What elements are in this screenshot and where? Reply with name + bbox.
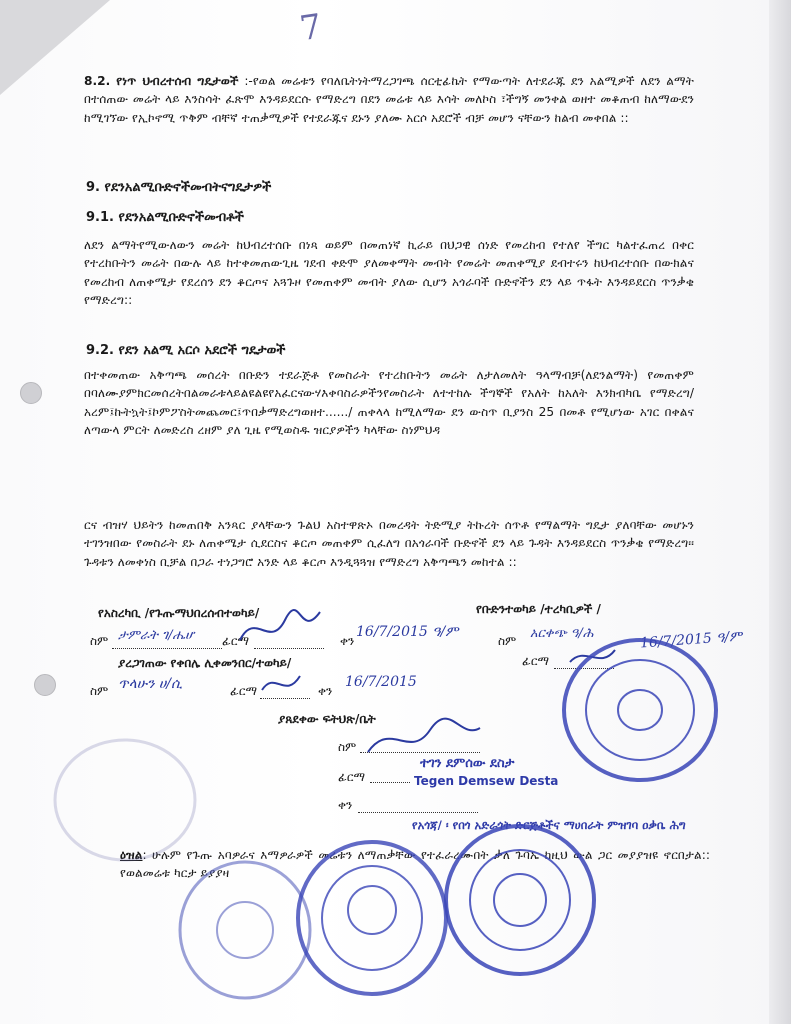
right-date-handwriting: 16/7/2015 ዓ/ም — [639, 628, 743, 652]
approver-date-label: ቀን — [318, 684, 333, 698]
official-stamp-icon — [180, 862, 310, 998]
official-stamp-icon — [298, 842, 446, 994]
official-stamp-icon — [446, 826, 594, 974]
signature-scribble-icon — [262, 676, 300, 690]
court-date-label: ቀን — [338, 798, 353, 812]
note-text: ሁሉም የጉጡ አባዎራና እማዎራዎች መሬቱን ለማጠቃቸው የተፈራረሙበት ቃለ ጉባኤ ከዚህ ውል ጋር መያያዝዩ ኖርበታል:: የወልመሬቱ ካርታ ይያያዛ — [120, 848, 710, 881]
official-stamp-icon — [564, 640, 716, 780]
faded-stamp-icon — [55, 740, 195, 860]
receiver-title: የቡድንተወካይ /ተረካቢዎች / — [476, 602, 601, 616]
section-9-2-text-1: በተቀመጠው አቅጣጫ መሰረት በቡድን ተደራጅቶ የመስራት የተረከቡትን መሬት ለታለመለት ዓላማብቻ(ለደንልማት) የመጠቀም በባለሙያምክርመሰረትበልመራቱላይልዩልዩየአፈርናውሃእቀባስራዎችንየመስራት ለተተከሉ ችግኞች የአለት ከአለት እንክብካቤ የማድረግ/አረም፤ኩትኳት፤ኮምፖስትመጨመር፤ጥበቃማድረግወዘተ....../ ጠቀላላ ከሚለማው ደን ውስጥ ቢያንስ 25 በመቶ የሚሆነው አገር በቀልና ለጣውላ ምርት ለመድረስ ረዘም ያለ ጊዜ የሚወስዱ ዝርያዎችን ካላቸው ስነምህዳ — [84, 368, 694, 438]
section-9-heading: 9. የደንአልሚቡድኖችመብትናግዴታዎች — [86, 180, 272, 195]
left-date-handwriting: 16/7/2015 ዓ/ም — [356, 624, 459, 640]
section-8-2-text: :-የወል መሬቱን የባለቤትነትማረጋገጫ ሰርቲፊኬት የማውጣት ለተደራጁ ደን አልሚዎች ለደን ልማት በተሰጠው መሬት ላይ እንስሳት ፈጽሞ እንዳይደርሱ የማድረግ በደን መሬቱ ላይ እሳት መለኮስ ፣ችግኝ መንቀል ወዘተ መቆጠብ ከለማውደን ከሚገኘው የኢኮኖሚ ጥቅም ብቸኛ ተጠቃሚዎች የተደራጁና ደኑን ያለሙ አርሶ አደሮች ብቻ መሆን ናቸውን ከልብ መቀበል :: — [84, 74, 694, 125]
right-sign-label: ፊርማ — [522, 654, 550, 668]
right-name-handwriting: አርቀጭ ዓ/ሕ — [530, 626, 594, 641]
note-label: ዕዝል — [120, 848, 143, 862]
handwritten-page-number: 7 — [297, 6, 325, 50]
approver-date-handwriting: 16/7/2015 — [345, 674, 417, 690]
section-9-2-heading: 9.2. የደን አልሚ አርሶ አደሮች ግዴታወች — [86, 343, 286, 358]
court-office-stamp: የአጎጃ/ ፡ የበጎ አድራጎት ድርጅቶችና ማሀበራት ምዝገባ ዐቃቤ ሕግ — [412, 818, 686, 832]
court-name-label: ስም — [338, 740, 357, 754]
court-name-english-stamp: Tegen Demsew Desta — [414, 774, 559, 788]
signature-scribble-icon — [240, 610, 320, 640]
right-name-label: ስም — [498, 634, 517, 648]
section-9-1-heading: 9.1. የደንአልሚቡድኖችመብቶች — [86, 210, 244, 225]
approver-name-label: ስም — [90, 684, 109, 698]
court-name-amharic-stamp: ተገን ደምሰው ደስታ — [420, 756, 515, 771]
section-8-2-heading: 8.2. የነጥ ህብረተሰብ ግዴታወች — [84, 74, 239, 88]
approver-title: ያረጋገጠው የቀበሌ ሊቀመንበር/ተወካይ/ — [118, 656, 292, 670]
left-name-handwriting: ታምራት ገ/ሔሆ — [118, 628, 194, 643]
left-sign-label: ፊርማ — [222, 634, 250, 648]
handover-title: የአስረካቢ /የጉጡማህበረሰብተወካይ/ — [98, 606, 260, 620]
section-9-1-text: ለደን ልማትየሚውለውን መሬት ከህብረተሰቡ በነጻ ወይም በመጠነኛ ኪራይ በህጋዊ ሰነድ የመረከብ የተለየ ችግር ካልተፈጠረ በቀር የተረከቡትን መሬት በውሉ ላይ ከተቀመጠውጊዜ ገደብ ቀድሞ ያለመቀማት መብት የመሬት መጠቀሚያ ደብተሩን ከህብረተሰቡ በውክልና የመረከብ ለጠቀሜታ የደረሰን ደን ቆርጦና አጓጉዞ የመጠቀም መብት ያለው ሲሆን አጎራባች ቡድኖችን ደን ላይ ጥፋት እንዳይደርስ ጥንቃቄ የማድረግ:: — [84, 238, 694, 308]
court-sign-label: ፊርማ — [338, 770, 366, 784]
section-9-2-text-2: ርና ብዝሃ ህይትን ከመጠበቅ አንጻር ያላቸውን ጉልህ አስተዋጽኦ በመረዳት ትድሚያ ትኩረት ሰጥቶ የማልማት ግዴታ ያለባቸው መሆኑን ተገንዝበው የመስራት ደኑ ለጠቀሜታ ሲደርስና ቆርጦ መጠቀም ሲፈለግ በአጎራባች ቡድኖች ደን ላይ ጉዳት እንዳይደርስ ጥንቃቄ የማድረግ፡፡ ጉዳቱን ለመቀነስ ቢቻል በጋራ ተነጋግሮ አንድ ላይ ቆርጦ እንዲጓጓዝ የማድረግ አቅጣጫን መከተል :: — [84, 518, 694, 569]
left-name-label: ስም — [90, 634, 109, 648]
left-date-label: ቀን — [340, 634, 355, 648]
approver-name-handwriting: ጥላሁን ሀ/ሲ — [118, 676, 183, 692]
note-block: ዕዝል: ሁሉም የጉጡ አባዎራና እማዎራዎች መሬቱን ለማጠቃቸው የተፈራረሙበት ቃለ ጉባኤ ከዚህ ውል ጋር መያያዝዩ ኖርበታል:: የወልመሬቱ ካርታ ይያያዛ — [120, 848, 710, 881]
approver-sign-label: ፊርማ — [230, 684, 258, 698]
court-title: ያጸደቀው ፍትህጽ/ቤት — [278, 712, 376, 726]
signature-scribble-icon — [368, 719, 480, 752]
